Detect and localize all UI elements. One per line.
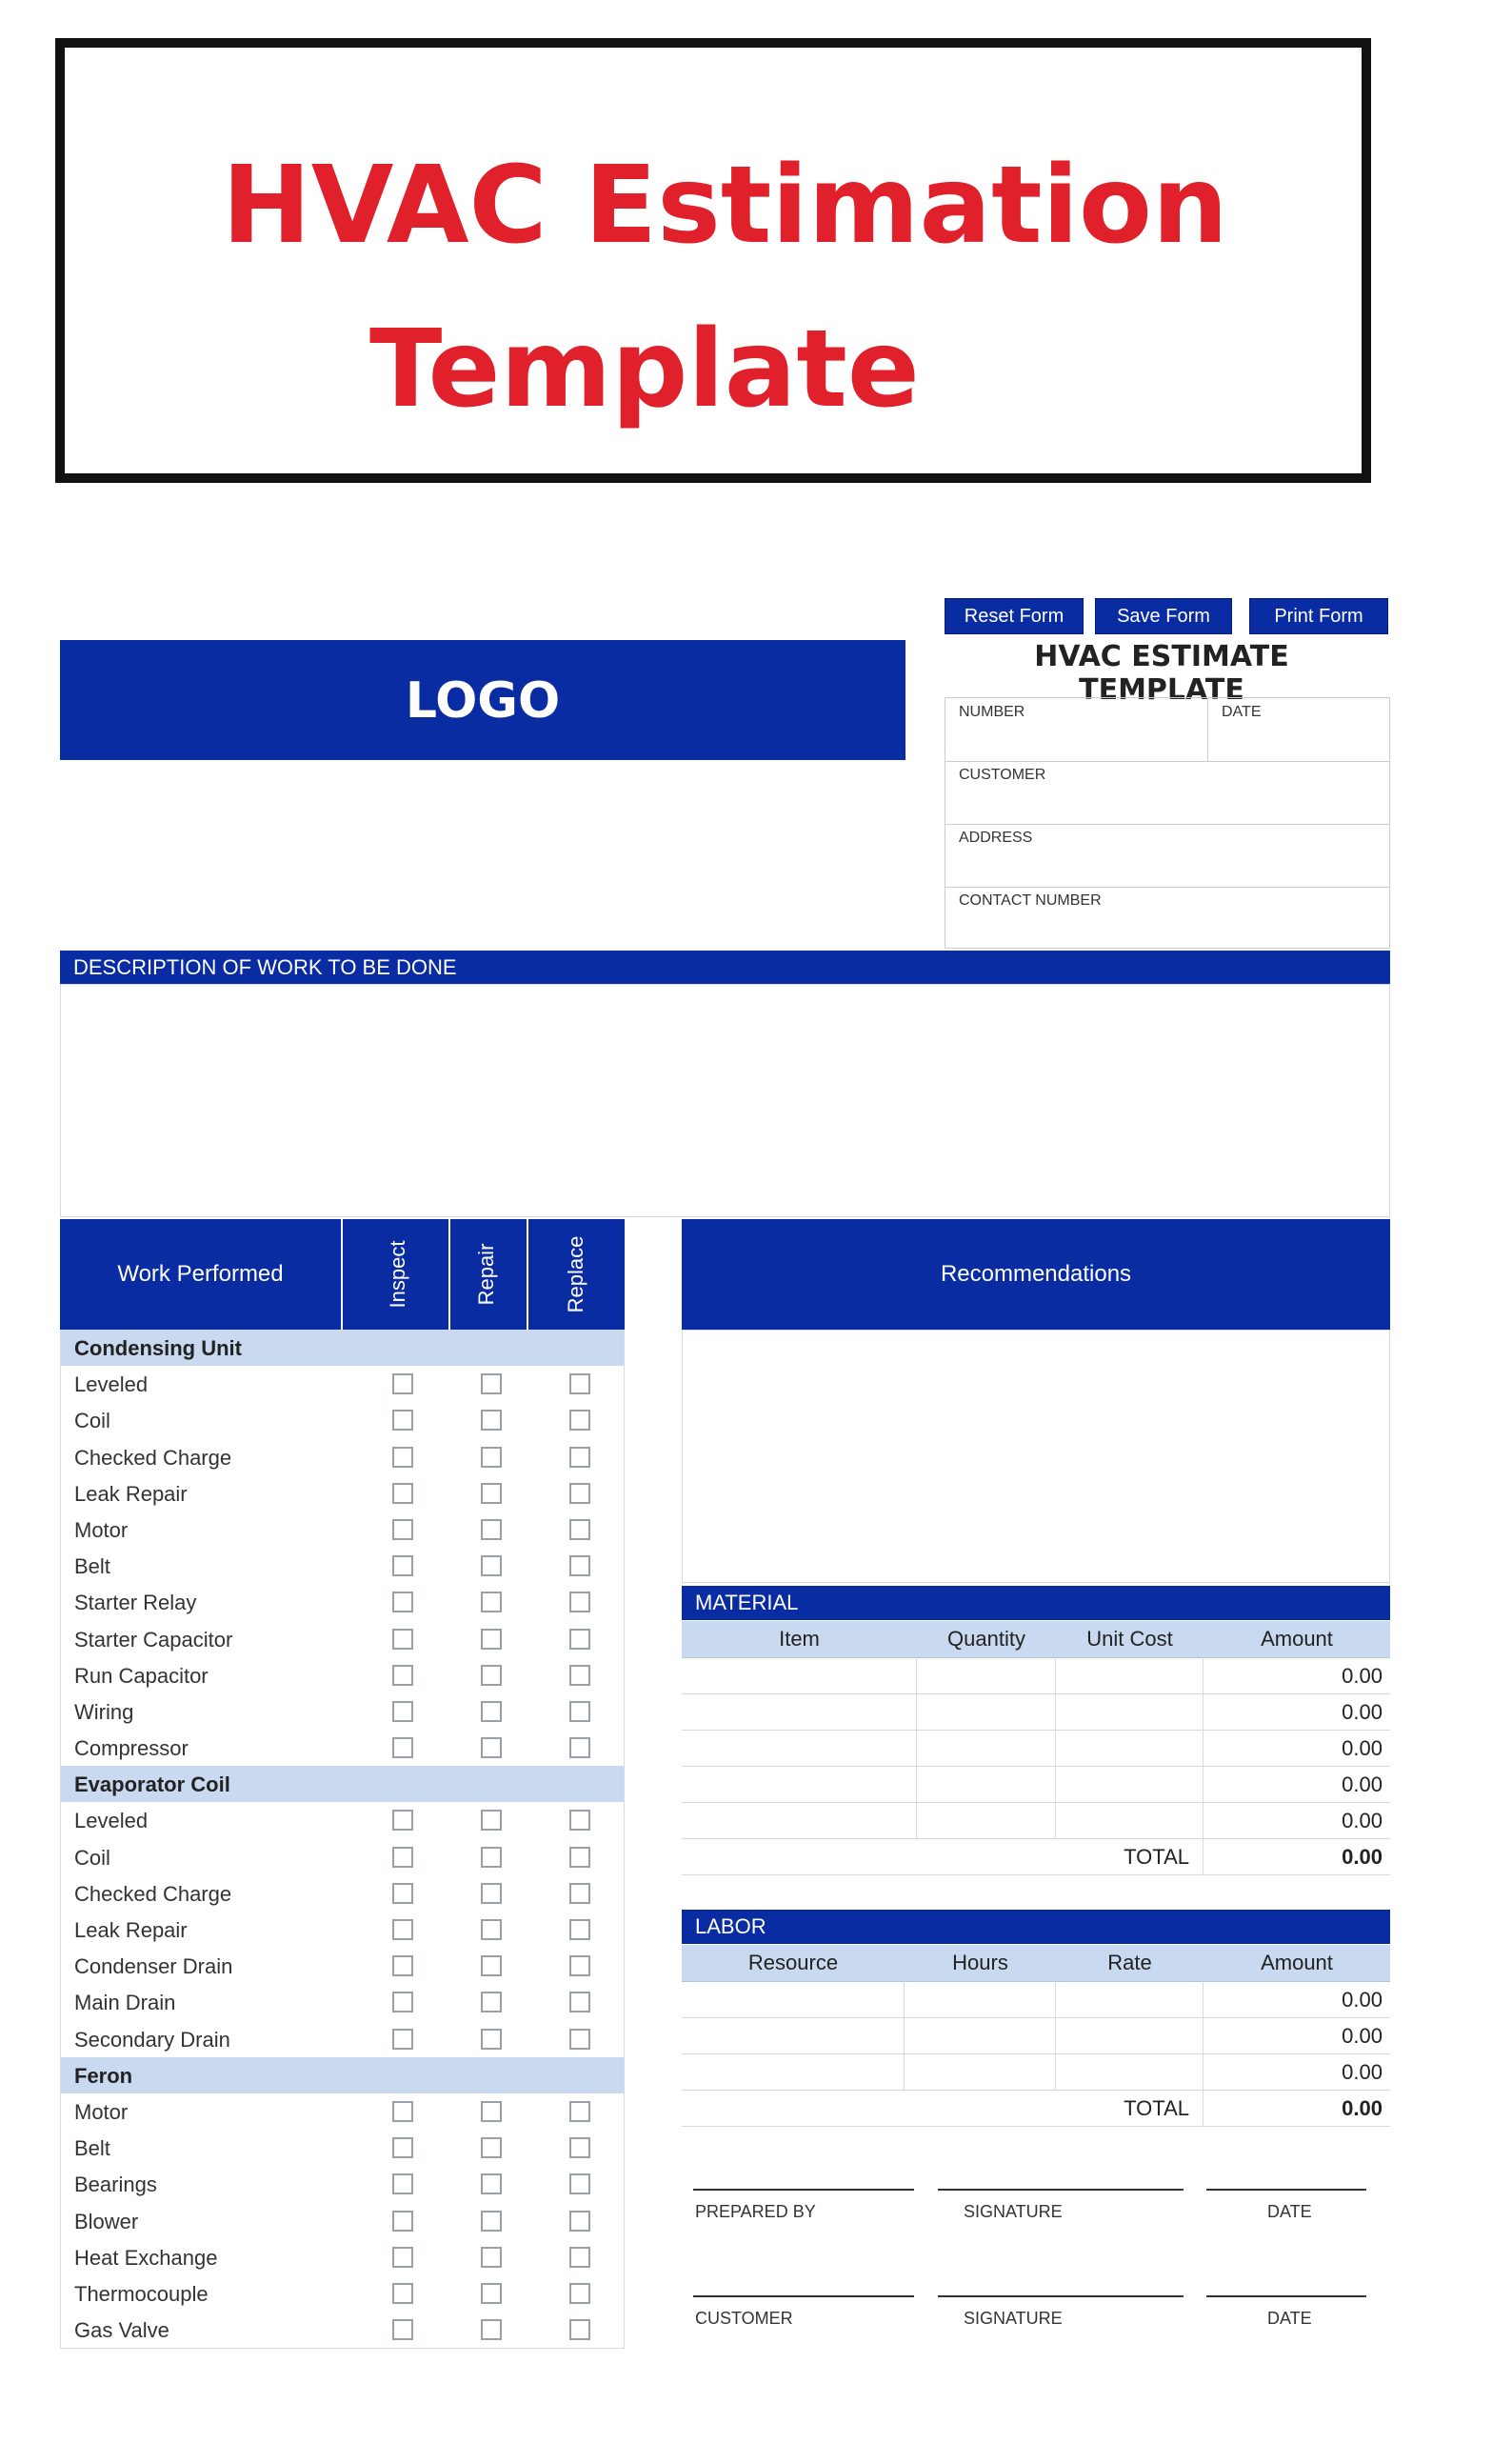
labor-column-header: Rate [1107,1951,1152,1974]
repair-checkbox[interactable] [481,1883,502,1904]
work-row [61,1621,624,1657]
replace-checkbox[interactable] [569,1737,590,1758]
material-column-header: Amount [1261,1627,1333,1651]
repair-checkbox[interactable] [481,2211,502,2232]
date-label: DATE [1222,704,1262,720]
logo-placeholder [60,640,905,760]
replace-checkbox[interactable] [569,2283,590,2304]
labor-amount-value: 0.00 [1342,2024,1383,2048]
print-form-button[interactable]: Print Form [1249,598,1388,634]
inspect-checkbox[interactable] [392,2211,413,2232]
work-row [61,1948,624,1984]
material-column-header: Unit Cost [1086,1627,1173,1651]
customer-signature-label: CUSTOMER [695,2309,793,2328]
work-item-label: Run Capacitor [74,1663,209,1688]
inspect-checkbox[interactable] [392,1519,413,1540]
category-row [61,2057,624,2093]
recommendations-header: Recommendations [682,1219,1390,1330]
labor-cell[interactable] [905,2053,1056,2090]
labor-cell[interactable] [1056,1981,1204,2017]
work-row [61,1548,624,1584]
banner-title-line2: Template [369,308,920,431]
material-amount-cell [1204,1802,1390,1838]
material-amount-cell [1204,1766,1390,1802]
work-item-label: Secondary Drain [74,2027,230,2052]
replace-checkbox[interactable] [569,1519,590,1540]
work-row [61,2275,624,2312]
material-cell[interactable] [917,1693,1056,1730]
repair-checkbox[interactable] [481,1629,502,1650]
repair-checkbox[interactable] [481,2137,502,2158]
replace-checkbox[interactable] [569,2029,590,2050]
repair-checkbox[interactable] [481,2319,502,2340]
work-item-label: Leveled [74,1372,149,1397]
labor-cell[interactable] [1056,2053,1204,2090]
replace-checkbox[interactable] [569,1373,590,1394]
inspect-checkbox[interactable] [392,2029,413,2050]
work-item-label: Thermocouple [74,2281,209,2306]
material-cell[interactable] [1056,1657,1204,1693]
replace-checkbox[interactable] [569,1410,590,1431]
material-row [682,1657,1390,1694]
info-box [945,697,1390,949]
inspect-checkbox[interactable] [392,2283,413,2304]
work-item-label: Motor [74,2099,129,2124]
work-item-label: Gas Valve [74,2318,169,2343]
repair-checkbox[interactable] [481,1955,502,1976]
replace-checkbox[interactable] [569,1810,590,1831]
category-row [61,1330,624,1366]
material-cell[interactable] [917,1766,1056,1802]
material-cell[interactable] [917,1657,1056,1693]
work-row [61,1839,624,1875]
work-row [61,1984,624,2020]
material-header [682,1586,1390,1620]
repair-checkbox[interactable] [481,1810,502,1831]
work-row [61,2166,624,2202]
category-label: Evaporator Coil [74,1772,230,1797]
inspect-checkbox[interactable] [392,1410,413,1431]
repair-checkbox[interactable] [481,1373,502,1394]
work-row [61,2239,624,2275]
work-row [61,1657,624,1693]
work-row [61,1912,624,1948]
material-cell[interactable] [1056,1693,1204,1730]
inspect-checkbox[interactable] [392,2173,413,2194]
labor-row [682,2053,1390,2091]
labor-column-header: Amount [1261,1951,1333,1974]
number-date-row [945,698,1389,762]
material-row [682,1693,1390,1731]
material-amount-value: 0.00 [1342,1700,1383,1724]
work-row [61,1402,624,1438]
work-row [61,1875,624,1912]
labor-header [682,1910,1390,1944]
description-header-label: DESCRIPTION OF WORK TO BE DONE [73,955,457,979]
repair-checkbox[interactable] [481,1992,502,2012]
repair-checkbox[interactable] [481,1592,502,1612]
inspect-checkbox[interactable] [392,1555,413,1576]
work-row [61,1693,624,1730]
material-row [682,1730,1390,1767]
inspect-checkbox[interactable] [392,2247,413,2268]
material-amount-cell [1204,1657,1390,1693]
work-performed-header [60,1219,625,1330]
repair-checkbox[interactable] [481,1665,502,1686]
category-label: Condensing Unit [74,1336,242,1360]
customer-line[interactable] [693,2295,914,2297]
work-row [61,2203,624,2239]
material-cell[interactable] [917,1730,1056,1766]
inspect-checkbox[interactable] [392,1665,413,1686]
number-field[interactable] [945,698,1208,761]
material-cell[interactable] [682,1693,917,1730]
inspect-checkbox[interactable] [392,1592,413,1612]
labor-cell[interactable] [905,2017,1056,2053]
inspect-checkbox[interactable] [392,1373,413,1394]
work-item-label: Condenser Drain [74,1954,233,1979]
replace-checkbox[interactable] [569,1483,590,1504]
labor-amount-cell [1204,2017,1390,2053]
material-cell[interactable] [682,1657,917,1693]
replace-checkbox[interactable] [569,1701,590,1722]
inspect-checkbox[interactable] [392,1629,413,1650]
labor-cell[interactable] [905,1981,1056,2017]
address-field[interactable] [945,824,1389,888]
work-item-label: Blower [74,2209,139,2233]
material-total-value: 0.00 [1342,1845,1383,1869]
contact-number-field[interactable] [945,887,1389,950]
material-cell[interactable] [682,1766,917,1802]
signature-line-1[interactable] [938,2189,1184,2191]
material-amount-value: 0.00 [1342,1664,1383,1688]
material-row [682,1766,1390,1803]
labor-amount-cell [1204,1981,1390,2017]
repair-column-label: Repair [474,1243,498,1306]
inspect-checkbox[interactable] [392,1483,413,1504]
labor-total-label: TOTAL [1124,2096,1189,2120]
banner-title-line1: HVAC Estimation [222,144,1228,268]
title-banner [55,38,1371,483]
inspect-checkbox[interactable] [392,1955,413,1976]
repair-checkbox[interactable] [481,2101,502,2122]
labor-amount-value: 0.00 [1342,2060,1383,2084]
description-header [60,951,1390,985]
replace-checkbox[interactable] [569,2137,590,2158]
work-row [61,1475,624,1512]
work-row [61,2312,624,2348]
replace-checkbox[interactable] [569,1447,590,1468]
inspect-checkbox[interactable] [392,1992,413,2012]
work-item-label: Coil [74,1409,110,1433]
replace-checkbox[interactable] [569,2211,590,2232]
date-field[interactable] [1208,698,1389,761]
material-cell[interactable] [682,1802,917,1838]
repair-checkbox[interactable] [481,1483,502,1504]
prepared-by-label: PREPARED BY [695,2202,816,2221]
material-amount-value: 0.00 [1342,1772,1383,1796]
date-line-2[interactable] [1206,2295,1366,2297]
work-item-label: Motor [74,1517,129,1542]
material-total-label: TOTAL [1124,1845,1189,1869]
date-line-1[interactable] [1206,2189,1366,2191]
logo-label: LOGO [405,672,561,730]
labor-amount-cell [1204,2053,1390,2090]
signature-label-1: SIGNATURE [964,2202,1063,2221]
material-cell[interactable] [1056,1802,1204,1838]
inspect-checkbox[interactable] [392,1919,413,1940]
repair-checkbox[interactable] [481,1447,502,1468]
inspect-checkbox[interactable] [392,1810,413,1831]
work-row [61,2093,624,2130]
labor-header-label: LABOR [695,1914,766,1938]
material-amount-value: 0.00 [1342,1736,1383,1760]
signature-label-2: SIGNATURE [964,2309,1063,2328]
replace-checkbox[interactable] [569,2101,590,2122]
replace-checkbox[interactable] [569,1919,590,1940]
work-item-label: Leak Repair [74,1481,188,1506]
work-row [61,1366,624,1402]
labor-total-row [682,2090,1390,2127]
work-item-label: Heat Exchange [74,2245,218,2270]
work-row [61,1512,624,1548]
work-performed-list [60,1330,625,2349]
replace-checkbox[interactable] [569,2173,590,2194]
replace-checkbox[interactable] [569,1555,590,1576]
labor-column-header: Hours [952,1951,1008,1974]
replace-checkbox[interactable] [569,2319,590,2340]
replace-checkbox[interactable] [569,1629,590,1650]
replace-checkbox[interactable] [569,2247,590,2268]
reset-form-button[interactable]: Reset Form [945,598,1084,634]
work-item-label: Leveled [74,1809,149,1833]
work-item-label: Starter Relay [74,1591,197,1615]
work-item-label: Leak Repair [74,1918,188,1942]
labor-total-value: 0.00 [1342,2096,1383,2120]
category-label: Feron [74,2063,133,2088]
labor-table [682,1945,1390,2132]
material-total-row [682,1838,1390,1875]
repair-checkbox[interactable] [481,2283,502,2304]
material-header-label: MATERIAL [695,1591,799,1614]
material-cell[interactable] [917,1802,1056,1838]
material-table [682,1621,1390,1878]
inspect-checkbox[interactable] [392,2101,413,2122]
material-column-header: Item [779,1627,820,1651]
material-cell[interactable] [1056,1766,1204,1802]
customer-field[interactable] [945,761,1389,825]
inspect-checkbox[interactable] [392,1701,413,1722]
repair-checkbox[interactable] [481,1847,502,1868]
inspect-column-label: Inspect [386,1240,409,1309]
address-label: ADDRESS [959,830,1033,846]
description-input[interactable] [60,984,1390,1217]
prepared-by-line[interactable] [693,2189,914,2191]
replace-checkbox[interactable] [569,1883,590,1904]
work-row [61,2130,624,2166]
replace-column-label: Replace [564,1235,587,1313]
labor-cell[interactable] [682,2017,905,2053]
repair-checkbox[interactable] [481,2029,502,2050]
work-item-label: Checked Charge [74,1881,232,1906]
material-cell[interactable] [682,1730,917,1766]
inspect-checkbox[interactable] [392,1883,413,1904]
material-amount-cell [1204,1730,1390,1766]
signature-line-2[interactable] [938,2295,1184,2297]
replace-checkbox[interactable] [569,1847,590,1868]
work-item-label: Bearings [74,2173,157,2197]
number-label: NUMBER [959,704,1025,720]
material-column-header: Quantity [947,1627,1025,1651]
replace-checkbox[interactable] [569,1592,590,1612]
labor-cell[interactable] [1056,2017,1204,2053]
work-row [61,1584,624,1620]
customer-label: CUSTOMER [959,767,1046,783]
material-column-header-row [682,1621,1390,1658]
replace-checkbox[interactable] [569,1665,590,1686]
recommendations-input[interactable] [682,1330,1390,1583]
inspect-checkbox[interactable] [392,2319,413,2340]
contact-number-label: CONTACT NUMBER [959,892,1102,909]
work-performed-label: Work Performed [117,1261,284,1287]
repair-checkbox[interactable] [481,2173,502,2194]
replace-checkbox[interactable] [569,1955,590,1976]
inspect-checkbox[interactable] [392,1847,413,1868]
work-row [61,1439,624,1475]
category-row [61,1766,624,1802]
work-item-label: Coil [74,1845,110,1870]
work-item-label: Main Drain [74,1991,176,2015]
form-title: HVAC ESTIMATE TEMPLATE [1034,640,1289,707]
date-label-2: DATE [1267,2309,1312,2328]
work-item-label: Checked Charge [74,1445,232,1470]
work-row [61,1730,624,1766]
repair-checkbox[interactable] [481,1737,502,1758]
material-amount-value: 0.00 [1342,1809,1383,1832]
material-amount-cell [1204,1693,1390,1730]
repair-checkbox[interactable] [481,1555,502,1576]
labor-column-header: Resource [747,1951,839,1974]
repair-checkbox[interactable] [481,2247,502,2268]
inspect-checkbox[interactable] [392,2137,413,2158]
work-item-label: Compressor [74,1736,189,1761]
save-form-button[interactable]: Save Form [1095,598,1232,634]
replace-checkbox[interactable] [569,1992,590,2012]
inspect-checkbox[interactable] [392,1447,413,1468]
inspect-checkbox[interactable] [392,1737,413,1758]
work-item-label: Belt [74,1554,110,1579]
repair-checkbox[interactable] [481,1410,502,1431]
work-item-label: Wiring [74,1699,134,1724]
repair-checkbox[interactable] [481,1919,502,1940]
material-cell[interactable] [1056,1730,1204,1766]
labor-column-header-row [682,1945,1390,1982]
material-row [682,1802,1390,1839]
labor-cell[interactable] [682,2053,905,2090]
date-label-1: DATE [1267,2202,1312,2221]
work-item-label: Starter Capacitor [74,1627,233,1652]
labor-amount-value: 0.00 [1342,1988,1383,2012]
labor-cell[interactable] [682,1981,905,2017]
work-row [61,1802,624,1838]
repair-checkbox[interactable] [481,1519,502,1540]
work-row [61,2021,624,2057]
work-item-label: Belt [74,2136,110,2161]
labor-row [682,1981,1390,2018]
labor-row [682,2017,1390,2054]
repair-checkbox[interactable] [481,1701,502,1722]
